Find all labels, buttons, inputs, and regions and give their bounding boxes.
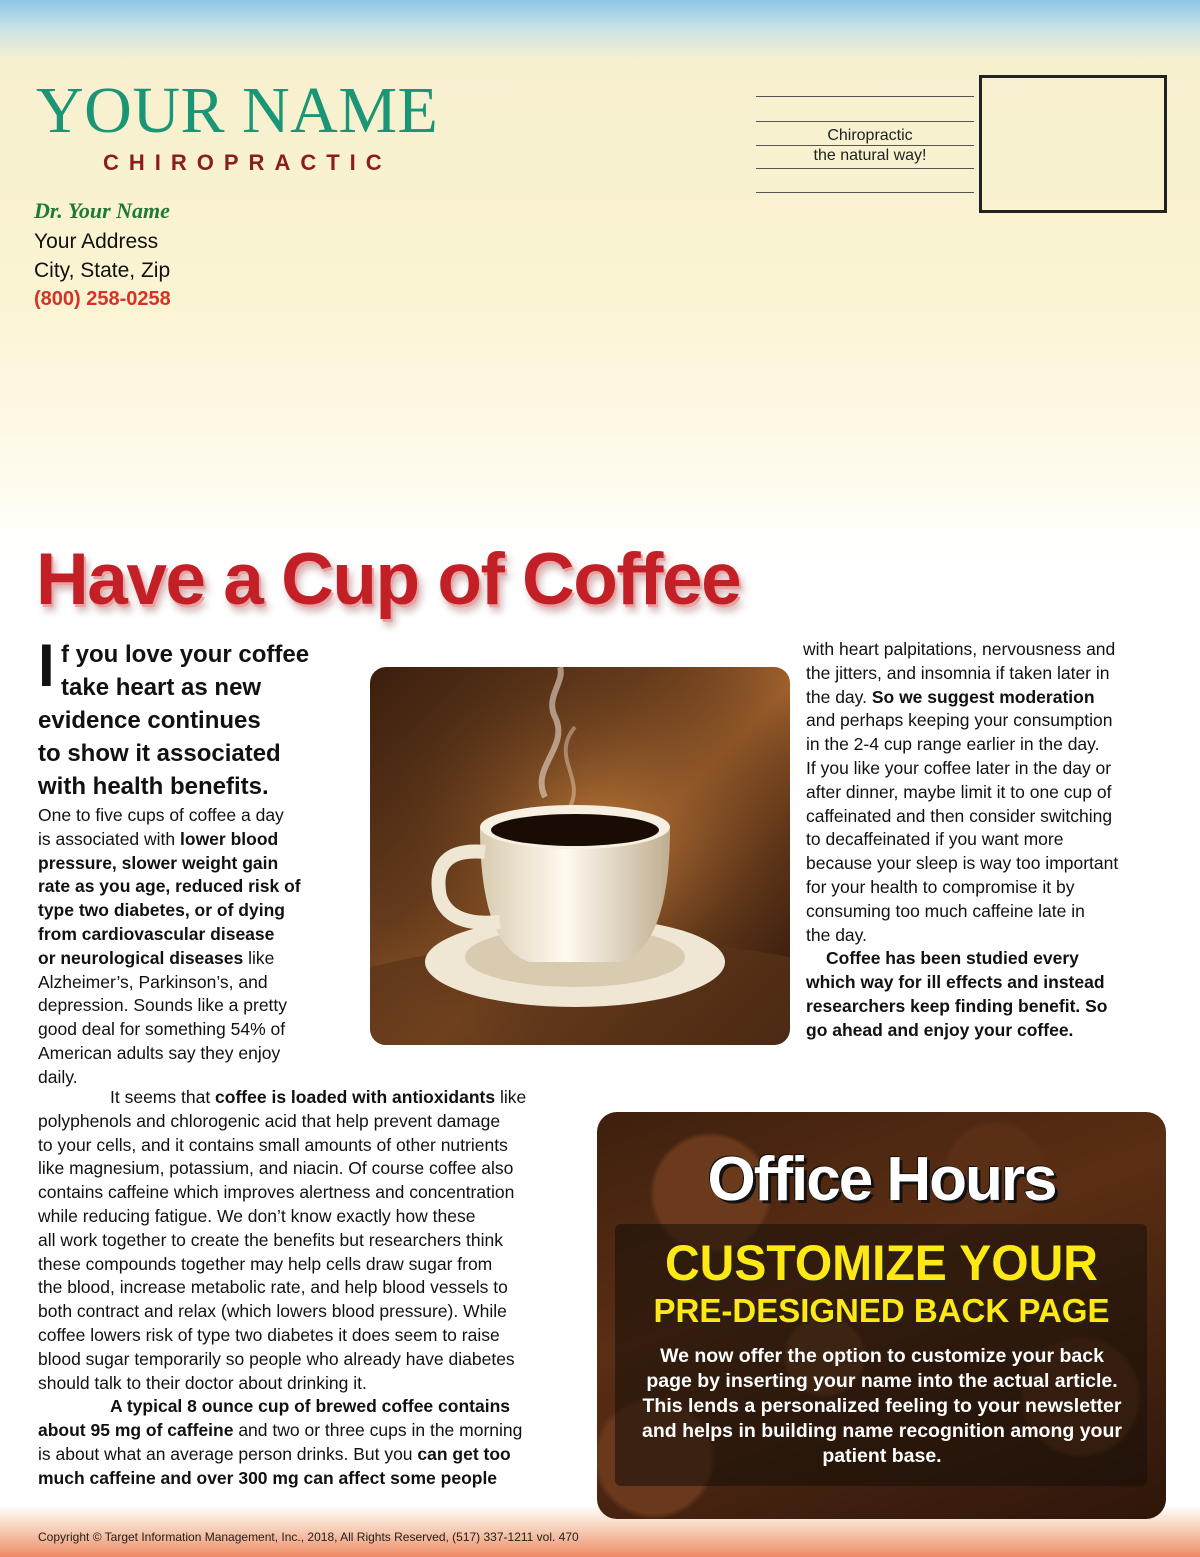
text-line: daily.	[38, 1066, 78, 1087]
text-line	[806, 995, 1166, 1019]
phone-number: (800) 258-0258	[34, 288, 171, 310]
lead-line: to show it associated	[38, 740, 281, 767]
text-line: for your health to compromise it by	[806, 876, 1075, 897]
column-1-paragraph	[38, 804, 358, 1090]
stamp-box	[979, 75, 1167, 213]
text-span-bold: can get too	[417, 1443, 511, 1464]
text-line: the blood, increase metabolic rate, and help blood vessels to	[38, 1277, 508, 1298]
office-hours-body: We now offer the option to customize your back page by inserting your name into the actual article. This lends a personalized feeling to your newsletter and helps in building name recognition among your patient base.	[642, 1345, 1122, 1467]
text-span-bold: So we suggest moderation	[871, 686, 1095, 707]
text-line: If you like your coffee later in the day or	[806, 757, 1112, 778]
lead-line: take heart as new	[61, 674, 262, 701]
text-span-bold: which way for ill effects and instead	[806, 972, 1105, 993]
text-span: is about what an average person drinks. But you	[38, 1443, 418, 1464]
drop-cap: I	[38, 632, 55, 699]
text-line: the jitters, and insomnia if taken later in	[806, 662, 1110, 683]
coffee-cup-illustration	[370, 667, 790, 1045]
text-line: American adults say they enjoy	[38, 1042, 281, 1063]
text-span-bold: or neurological diseases	[38, 947, 244, 968]
text-line	[806, 971, 1166, 995]
text-span-bold: from cardiovascular disease	[38, 923, 275, 944]
text-line	[38, 1419, 588, 1443]
text-line: good deal for something 54% of	[38, 1019, 286, 1040]
tagline-line-2: the natural way!	[813, 147, 927, 164]
copyright-footer: Copyright © Target Information Management, Inc., 2018, All Rights Reserved, (517) 337-1211 vol. 470	[38, 1530, 579, 1544]
text-span-bold: about 95 mg of caffeine	[38, 1420, 234, 1441]
text-span: and two or three cups in the morning	[233, 1420, 523, 1441]
text-line	[38, 947, 358, 971]
logo-subtitle: CHIROPRACTIC	[103, 150, 392, 175]
text-span-bold: much caffeine and over 300 mg can affect some people	[38, 1467, 498, 1488]
text-span-bold: type two diabetes, or of dying	[38, 900, 285, 921]
text-span: It seems that	[110, 1087, 216, 1107]
text-span-bold: go ahead and enjoy your coffee.	[806, 1019, 1074, 1040]
text-line: all work together to create the benefits but researchers think	[38, 1229, 503, 1250]
text-span-bold: rate as you age, reduced risk of	[38, 876, 301, 897]
text-line	[806, 686, 1166, 710]
text-line: contains caffeine which improves alertness and concentration	[38, 1182, 515, 1203]
text-line: coffee lowers risk of type two diabetes it does seem to raise	[38, 1324, 500, 1345]
text-line	[38, 875, 358, 899]
text-line	[806, 1019, 1166, 1043]
tagline	[760, 126, 980, 166]
postage-line	[756, 96, 974, 97]
text-line: with heart palpitations, nervousness and	[803, 639, 1116, 659]
text-span: is associated with	[38, 828, 181, 849]
text-line: Alzheimer’s, Parkinson’s, and	[38, 971, 268, 992]
text-line	[806, 947, 1166, 971]
address-line-2: City, State, Zip	[34, 259, 171, 282]
text-span-bold: researchers keep finding benefit. So	[806, 995, 1108, 1016]
text-line: caffeinated and then consider switching	[806, 805, 1113, 826]
coffee-cup-photo	[370, 667, 790, 1045]
text-line: because your sleep is way too important	[806, 853, 1119, 874]
text-line	[38, 899, 358, 923]
postage-line	[756, 192, 974, 193]
text-line	[38, 1395, 588, 1419]
text-line: depression. Sounds like a pretty	[38, 995, 288, 1016]
text-line: the day.	[806, 924, 867, 945]
text-line: to your cells, and it contains small amounts of other nutrients	[38, 1134, 508, 1155]
address-line-1: Your Address	[34, 230, 159, 253]
postage-line	[756, 168, 974, 169]
text-line: blood sugar temporarily so people who already have diabetes	[38, 1348, 515, 1369]
lead-line: f you love your coffee	[61, 641, 310, 668]
postage-line	[756, 121, 974, 122]
text-line: polyphenols and chlorogenic acid that help prevent damage	[38, 1110, 501, 1131]
text-span: the day.	[806, 686, 872, 707]
text-line: after dinner, maybe limit it to one cup of	[806, 781, 1112, 802]
text-line	[38, 828, 358, 852]
text-span: like	[243, 947, 275, 968]
text-line: consuming too much caffeine late in	[806, 900, 1085, 921]
office-hours-box	[597, 1112, 1166, 1519]
logo-name: YOUR NAME	[36, 74, 439, 147]
text-line: these compounds together may help cells draw sugar from	[38, 1253, 493, 1274]
lead-line: with health benefits.	[38, 773, 269, 800]
text-span-bold: pressure, slower weight gain	[38, 852, 279, 873]
text-line	[38, 923, 358, 947]
tagline-line-1: Chiropractic	[827, 127, 913, 144]
column-3-paragraph	[803, 638, 1166, 1043]
lead-line: evidence continues	[38, 707, 261, 734]
text-line	[38, 852, 358, 876]
article-headline: Have a Cup of Coffee	[36, 539, 741, 620]
paragraph-antioxidants	[38, 1086, 588, 1491]
text-line	[38, 1467, 588, 1491]
text-span-bold: lower blood	[180, 828, 279, 849]
text-line: should talk to their doctor about drinking it.	[38, 1372, 367, 1393]
office-hours-title: Office Hours	[707, 1145, 1056, 1214]
text-span-bold: coffee is loaded with antioxidants	[215, 1087, 496, 1107]
text-line: like magnesium, potassium, and niacin. Of course coffee also	[38, 1158, 514, 1179]
text-span: like	[495, 1087, 527, 1107]
customize-subheading: PRE-DESIGNED BACK PAGE	[653, 1292, 1110, 1329]
customize-heading: CUSTOMIZE YOUR	[665, 1235, 1098, 1291]
text-line: in the 2-4 cup range earlier in the day.	[806, 734, 1100, 755]
text-line: One to five cups of coffee a day	[38, 805, 284, 825]
text-line	[38, 1443, 588, 1467]
text-line: and perhaps keeping your consumption	[806, 710, 1113, 731]
text-line: to decaffeinated if you want more	[806, 829, 1064, 850]
text-span-bold: Coffee has been studied every	[826, 948, 1079, 969]
text-line: both contract and relax (which lowers blood pressure). While	[38, 1301, 507, 1322]
text-line	[38, 1086, 588, 1110]
text-line: while reducing fatigue. We don’t know exactly how these	[38, 1205, 476, 1226]
doctor-name: Dr. Your Name	[34, 198, 170, 223]
text-span-bold: A typical 8 ounce cup of brewed coffee contains	[110, 1396, 510, 1417]
